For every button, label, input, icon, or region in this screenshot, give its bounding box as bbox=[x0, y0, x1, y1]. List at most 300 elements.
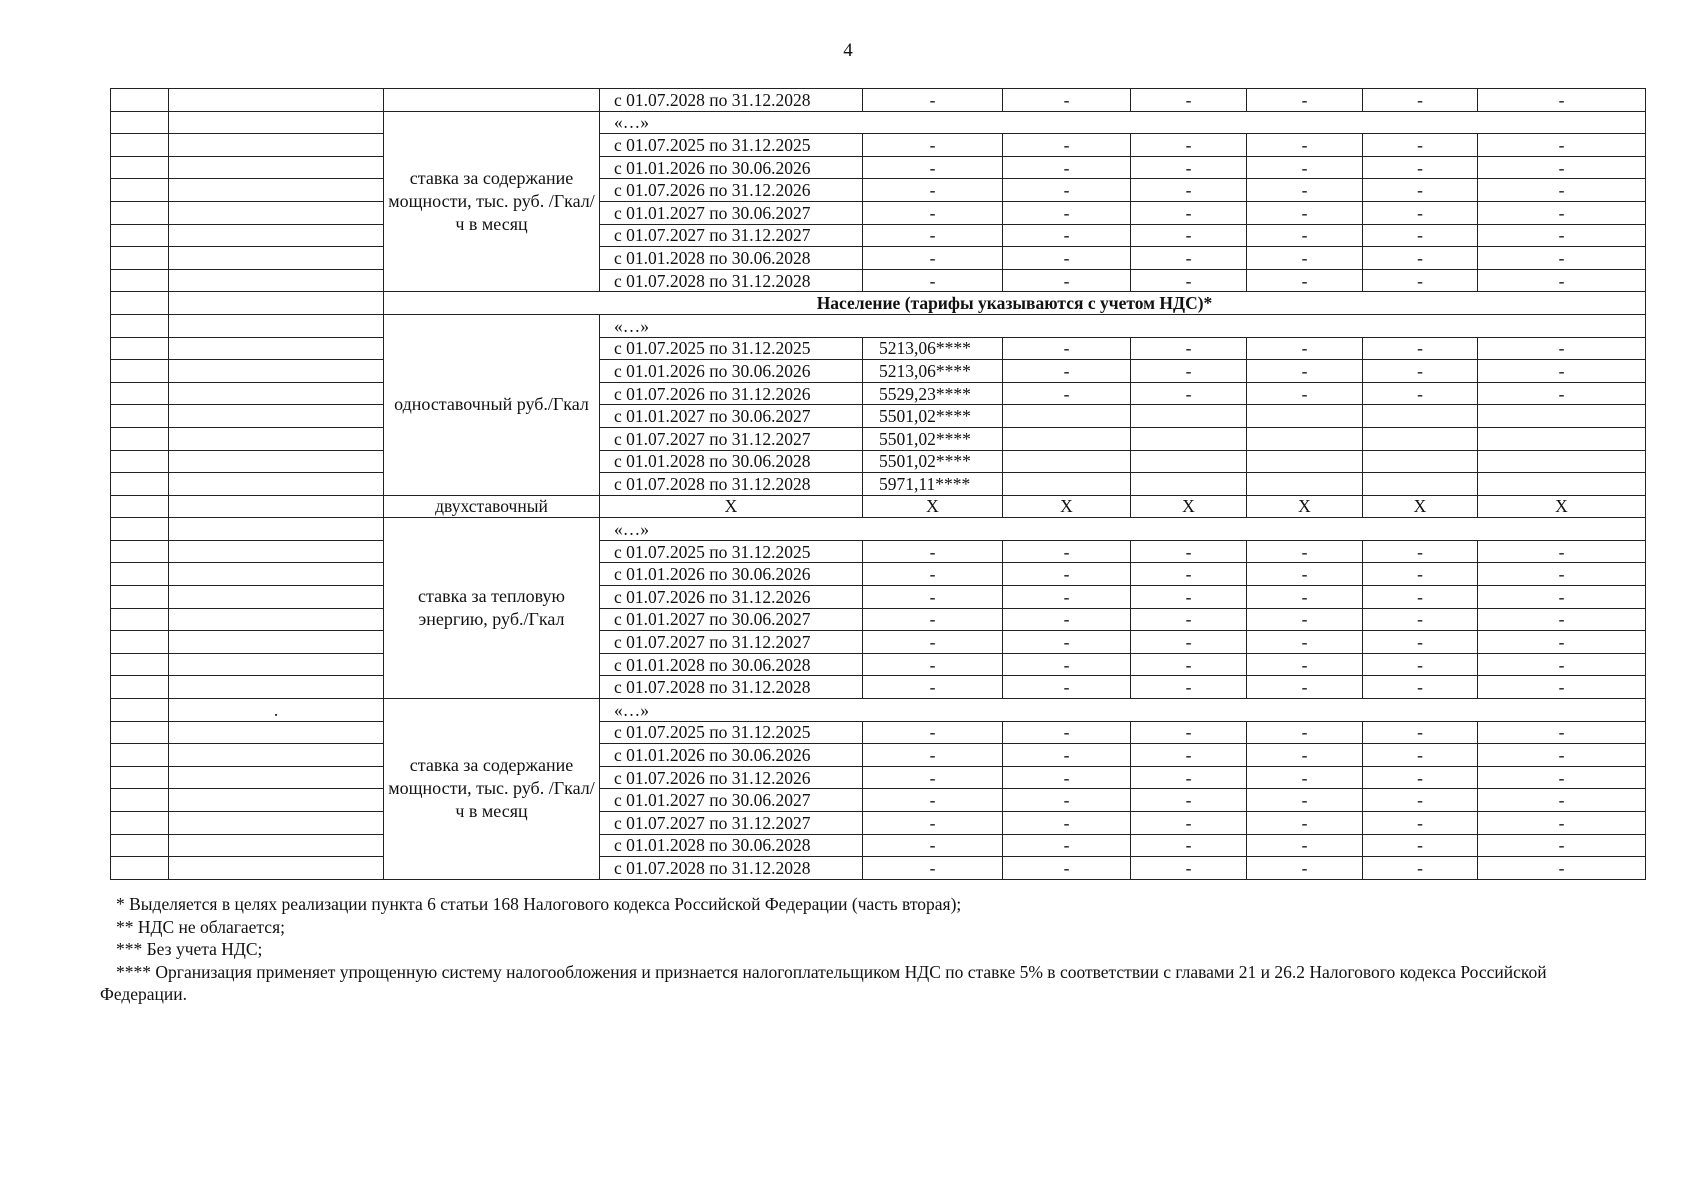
value-cell: - bbox=[1003, 586, 1131, 609]
tariff-value: 5213,06**** bbox=[863, 360, 1003, 383]
value-cell: - bbox=[1131, 89, 1247, 112]
table-row bbox=[111, 857, 1646, 880]
value-cell: - bbox=[1247, 337, 1363, 360]
organization-cell bbox=[169, 766, 384, 789]
row-number-cell bbox=[111, 292, 169, 315]
row-number-cell bbox=[111, 721, 169, 744]
value-cell: - bbox=[1003, 744, 1131, 767]
table-row bbox=[111, 812, 1646, 835]
value-cell: - bbox=[1131, 744, 1247, 767]
value-cell bbox=[1131, 427, 1247, 450]
table-row bbox=[111, 405, 1646, 428]
organization-cell bbox=[169, 834, 384, 857]
value-cell: - bbox=[1363, 857, 1478, 880]
value-cell: - bbox=[1363, 360, 1478, 383]
organization-cell bbox=[169, 382, 384, 405]
row-number-cell bbox=[111, 495, 169, 518]
value-cell bbox=[1363, 405, 1478, 428]
row-number-cell bbox=[111, 857, 169, 880]
value-cell bbox=[1131, 450, 1247, 473]
organization-cell bbox=[169, 653, 384, 676]
value-cell bbox=[1363, 473, 1478, 496]
value-cell bbox=[1003, 450, 1131, 473]
period-cell: с 01.07.2027 по 31.12.2027 bbox=[600, 812, 863, 835]
row-number-cell bbox=[111, 337, 169, 360]
value-cell bbox=[1003, 405, 1131, 428]
value-cell: - bbox=[1478, 631, 1646, 654]
value-cell: - bbox=[1247, 721, 1363, 744]
value-cell bbox=[1478, 450, 1646, 473]
period-cell: с 01.07.2027 по 31.12.2027 bbox=[600, 427, 863, 450]
row-number-cell bbox=[111, 699, 169, 722]
organization-cell: . bbox=[169, 699, 384, 722]
value-cell: - bbox=[1363, 156, 1478, 179]
value-cell: - bbox=[1247, 540, 1363, 563]
value-cell: - bbox=[1363, 382, 1478, 405]
value-cell: - bbox=[863, 653, 1003, 676]
value-cell: - bbox=[863, 631, 1003, 654]
value-cell: - bbox=[1131, 834, 1247, 857]
value-cell: - bbox=[1363, 563, 1478, 586]
table-row bbox=[111, 540, 1646, 563]
value-cell: - bbox=[863, 676, 1003, 699]
value-cell: - bbox=[1247, 224, 1363, 247]
value-cell: - bbox=[1363, 653, 1478, 676]
footnote-without-vat: *** Без учета НДС; bbox=[116, 939, 263, 959]
tariff-value: 5971,11**** bbox=[863, 473, 1003, 496]
organization-cell bbox=[169, 608, 384, 631]
table-row bbox=[111, 337, 1646, 360]
value-cell: - bbox=[863, 812, 1003, 835]
row-number-cell bbox=[111, 631, 169, 654]
period-cell: с 01.07.2025 по 31.12.2025 bbox=[600, 337, 863, 360]
row-number-cell bbox=[111, 789, 169, 812]
value-cell: - bbox=[1003, 89, 1131, 112]
value-cell: - bbox=[1131, 586, 1247, 609]
period-cell: с 01.07.2026 по 31.12.2026 bbox=[600, 766, 863, 789]
value-cell: - bbox=[863, 834, 1003, 857]
value-cell: - bbox=[1478, 269, 1646, 292]
value-cell: - bbox=[1247, 247, 1363, 270]
value-cell: - bbox=[1003, 224, 1131, 247]
period-cell: с 01.01.2028 по 30.06.2028 bbox=[600, 450, 863, 473]
row-number-cell bbox=[111, 540, 169, 563]
table-row bbox=[111, 473, 1646, 496]
row-number-cell bbox=[111, 111, 169, 134]
row-number-cell bbox=[111, 201, 169, 224]
value-cell: - bbox=[1247, 608, 1363, 631]
value-cell: - bbox=[1131, 676, 1247, 699]
organization-cell bbox=[169, 540, 384, 563]
value-cell: - bbox=[1247, 269, 1363, 292]
value-cell: - bbox=[1131, 134, 1247, 157]
value-cell: - bbox=[1247, 631, 1363, 654]
value-cell: - bbox=[1478, 540, 1646, 563]
value-cell: - bbox=[863, 156, 1003, 179]
period-cell: с 01.07.2028 по 31.12.2028 bbox=[600, 269, 863, 292]
value-cell: - bbox=[863, 247, 1003, 270]
row-number-cell bbox=[111, 518, 169, 541]
value-cell: - bbox=[863, 857, 1003, 880]
value-cell: - bbox=[1478, 744, 1646, 767]
value-cell: - bbox=[1363, 247, 1478, 270]
value-cell: - bbox=[1363, 744, 1478, 767]
table-row bbox=[111, 427, 1646, 450]
x-mark-cell: X bbox=[1363, 495, 1478, 518]
row-number-cell bbox=[111, 360, 169, 383]
value-cell: - bbox=[1131, 201, 1247, 224]
table-row bbox=[111, 586, 1646, 609]
organization-cell bbox=[169, 111, 384, 134]
organization-cell bbox=[169, 427, 384, 450]
capacity-rate-label: ставка за содержание мощности, тыс. руб. /Гкал/ч в месяц bbox=[384, 699, 600, 880]
value-cell: - bbox=[1003, 857, 1131, 880]
organization-cell bbox=[169, 337, 384, 360]
row-number-cell bbox=[111, 586, 169, 609]
row-number-cell bbox=[111, 89, 169, 112]
value-cell: - bbox=[1478, 857, 1646, 880]
value-cell: - bbox=[1247, 812, 1363, 835]
value-cell bbox=[1478, 427, 1646, 450]
organization-cell bbox=[169, 721, 384, 744]
table-row bbox=[111, 269, 1646, 292]
value-cell bbox=[1247, 450, 1363, 473]
table-row bbox=[111, 360, 1646, 383]
value-cell bbox=[1478, 473, 1646, 496]
table-row bbox=[111, 608, 1646, 631]
value-cell: - bbox=[863, 540, 1003, 563]
period-cell: с 01.01.2026 по 30.06.2026 bbox=[600, 563, 863, 586]
value-cell: - bbox=[1478, 337, 1646, 360]
x-mark-cell: X bbox=[1131, 495, 1247, 518]
row-number-cell bbox=[111, 744, 169, 767]
value-cell: - bbox=[1478, 382, 1646, 405]
period-cell: с 01.07.2025 по 31.12.2025 bbox=[600, 134, 863, 157]
table-row bbox=[111, 789, 1646, 812]
value-cell: - bbox=[1131, 247, 1247, 270]
x-mark-cell: X bbox=[600, 495, 863, 518]
tariff-value: 5529,23**** bbox=[863, 382, 1003, 405]
table-row bbox=[111, 699, 1646, 722]
value-cell: - bbox=[1003, 812, 1131, 835]
period-cell: с 01.01.2027 по 30.06.2027 bbox=[600, 608, 863, 631]
row-number-cell bbox=[111, 653, 169, 676]
value-cell: - bbox=[1131, 766, 1247, 789]
period-cell: с 01.01.2028 по 30.06.2028 bbox=[600, 834, 863, 857]
value-cell: - bbox=[1003, 631, 1131, 654]
footnote-vat-exempt: ** НДС не облагается; bbox=[116, 916, 285, 937]
value-cell: - bbox=[1131, 608, 1247, 631]
value-cell: - bbox=[1247, 134, 1363, 157]
value-cell bbox=[1131, 473, 1247, 496]
heat-rate-label: ставка за тепловую энергию, руб./Гкал bbox=[384, 518, 600, 699]
value-cell: - bbox=[1478, 89, 1646, 112]
value-cell: - bbox=[1131, 156, 1247, 179]
organization-cell bbox=[169, 812, 384, 835]
value-cell: - bbox=[1478, 156, 1646, 179]
value-cell: - bbox=[1478, 224, 1646, 247]
period-cell: с 01.01.2026 по 30.06.2026 bbox=[600, 156, 863, 179]
value-cell: - bbox=[1247, 766, 1363, 789]
value-cell: - bbox=[1363, 540, 1478, 563]
table-row bbox=[111, 224, 1646, 247]
period-cell: с 01.07.2028 по 31.12.2028 bbox=[600, 857, 863, 880]
value-cell: - bbox=[1363, 134, 1478, 157]
period-cell: с 01.07.2025 по 31.12.2025 bbox=[600, 721, 863, 744]
row-number-cell bbox=[111, 134, 169, 157]
capacity-rate-label: ставка за содержание мощности, тыс. руб. /Гкал/ч в месяц bbox=[384, 111, 600, 292]
value-cell: - bbox=[1003, 721, 1131, 744]
value-cell: - bbox=[1247, 834, 1363, 857]
value-cell: - bbox=[1003, 540, 1131, 563]
period-cell: с 01.07.2027 по 31.12.2027 bbox=[600, 631, 863, 654]
tariff-value: 5501,02**** bbox=[863, 405, 1003, 428]
organization-cell bbox=[169, 857, 384, 880]
period-ellipsis: «…» bbox=[600, 111, 1646, 134]
organization-cell bbox=[169, 518, 384, 541]
value-cell: - bbox=[1003, 156, 1131, 179]
value-cell: - bbox=[1131, 540, 1247, 563]
value-cell: - bbox=[1003, 269, 1131, 292]
row-number-cell bbox=[111, 179, 169, 202]
value-cell: - bbox=[1363, 269, 1478, 292]
row-number-cell bbox=[111, 563, 169, 586]
table-row bbox=[111, 721, 1646, 744]
table-row bbox=[111, 201, 1646, 224]
value-cell: - bbox=[1247, 360, 1363, 383]
value-cell: - bbox=[1131, 224, 1247, 247]
x-mark-cell: X bbox=[863, 495, 1003, 518]
table-row bbox=[111, 247, 1646, 270]
value-cell: - bbox=[863, 744, 1003, 767]
value-cell: - bbox=[1131, 360, 1247, 383]
value-cell: - bbox=[1363, 201, 1478, 224]
value-cell: - bbox=[1131, 631, 1247, 654]
value-cell: - bbox=[1363, 586, 1478, 609]
value-cell: - bbox=[1003, 382, 1131, 405]
organization-cell bbox=[169, 495, 384, 518]
period-cell: с 01.01.2028 по 30.06.2028 bbox=[600, 653, 863, 676]
period-cell: с 01.07.2025 по 31.12.2025 bbox=[600, 540, 863, 563]
value-cell: - bbox=[1131, 179, 1247, 202]
value-cell: - bbox=[1478, 134, 1646, 157]
value-cell: - bbox=[863, 179, 1003, 202]
value-cell: - bbox=[1363, 224, 1478, 247]
value-cell: - bbox=[1131, 857, 1247, 880]
table-row bbox=[111, 676, 1646, 699]
table-row bbox=[111, 834, 1646, 857]
value-cell: - bbox=[1247, 382, 1363, 405]
page-number: 4 bbox=[843, 40, 853, 61]
table-row bbox=[111, 292, 1646, 315]
value-cell: - bbox=[1478, 179, 1646, 202]
value-cell: - bbox=[1363, 608, 1478, 631]
row-number-cell bbox=[111, 608, 169, 631]
two-part-label: двухставочный bbox=[384, 495, 600, 518]
value-cell: - bbox=[1363, 337, 1478, 360]
value-cell bbox=[1478, 405, 1646, 428]
value-cell: - bbox=[1478, 360, 1646, 383]
table-row bbox=[111, 631, 1646, 654]
value-cell bbox=[1363, 450, 1478, 473]
row-number-cell bbox=[111, 834, 169, 857]
row-number-cell bbox=[111, 450, 169, 473]
value-cell: - bbox=[1363, 789, 1478, 812]
organization-cell bbox=[169, 201, 384, 224]
period-cell: с 01.01.2027 по 30.06.2027 bbox=[600, 789, 863, 812]
section-title: Население (тарифы указываются с учетом НДС)* bbox=[384, 292, 1646, 315]
value-cell: - bbox=[1003, 676, 1131, 699]
period-cell: с 01.07.2026 по 31.12.2026 bbox=[600, 382, 863, 405]
organization-cell bbox=[169, 156, 384, 179]
footnote-simplified-tax: **** Организация применяет упрощенную систему налогообложения и признается налогоплательщиком НДС по ставке 5% в соответствии с главами 21 и 26.2 Налогового кодекса Российской Федерации. bbox=[100, 961, 1547, 1004]
value-cell: - bbox=[1363, 766, 1478, 789]
value-cell: - bbox=[1131, 721, 1247, 744]
value-cell: - bbox=[1131, 563, 1247, 586]
value-cell: - bbox=[863, 269, 1003, 292]
period-cell: с 01.01.2027 по 30.06.2027 bbox=[600, 405, 863, 428]
value-cell: - bbox=[863, 586, 1003, 609]
row-number-cell bbox=[111, 766, 169, 789]
value-cell bbox=[1003, 427, 1131, 450]
value-cell: - bbox=[1131, 789, 1247, 812]
value-cell: - bbox=[863, 89, 1003, 112]
value-cell: - bbox=[1363, 631, 1478, 654]
period-cell: с 01.07.2026 по 31.12.2026 bbox=[600, 179, 863, 202]
value-cell bbox=[1247, 473, 1363, 496]
value-cell: - bbox=[1131, 653, 1247, 676]
value-cell: - bbox=[1478, 247, 1646, 270]
value-cell: - bbox=[1478, 586, 1646, 609]
value-cell: - bbox=[1003, 653, 1131, 676]
organization-cell bbox=[169, 134, 384, 157]
value-cell: - bbox=[1003, 789, 1131, 812]
value-cell: - bbox=[863, 201, 1003, 224]
tariff-value: 5213,06**** bbox=[863, 337, 1003, 360]
value-cell: - bbox=[1478, 789, 1646, 812]
row-number-cell bbox=[111, 156, 169, 179]
value-cell: - bbox=[1247, 201, 1363, 224]
period-cell: с 01.07.2028 по 31.12.2028 bbox=[600, 676, 863, 699]
organization-cell bbox=[169, 473, 384, 496]
row-number-cell bbox=[111, 314, 169, 337]
value-cell: - bbox=[1247, 676, 1363, 699]
value-cell bbox=[1247, 405, 1363, 428]
value-cell: - bbox=[1478, 653, 1646, 676]
tariff-table bbox=[110, 88, 1646, 880]
table-row bbox=[111, 156, 1646, 179]
value-cell: - bbox=[1363, 721, 1478, 744]
value-cell: - bbox=[863, 563, 1003, 586]
value-cell: - bbox=[1247, 653, 1363, 676]
value-cell: - bbox=[1131, 812, 1247, 835]
table-row bbox=[111, 653, 1646, 676]
value-cell: - bbox=[1003, 179, 1131, 202]
period-cell: с 01.01.2026 по 30.06.2026 bbox=[600, 360, 863, 383]
period-cell: с 01.07.2027 по 31.12.2027 bbox=[600, 224, 863, 247]
value-cell bbox=[1003, 473, 1131, 496]
value-cell: - bbox=[1247, 156, 1363, 179]
footnote-vat-allocated: * Выделяется в целях реализации пункта 6 статьи 168 Налогового кодекса Российской Федерации (часть вторая); bbox=[116, 894, 962, 914]
period-cell: с 01.01.2026 по 30.06.2026 bbox=[600, 744, 863, 767]
organization-cell bbox=[169, 269, 384, 292]
table-row bbox=[111, 518, 1646, 541]
table-row bbox=[111, 563, 1646, 586]
tariff-table-body bbox=[111, 89, 1646, 880]
value-cell: - bbox=[1363, 812, 1478, 835]
organization-cell bbox=[169, 450, 384, 473]
organization-cell bbox=[169, 676, 384, 699]
footnotes bbox=[100, 893, 1620, 1006]
tariff-value: 5501,02**** bbox=[863, 450, 1003, 473]
table-row bbox=[111, 314, 1646, 337]
value-cell: - bbox=[1247, 563, 1363, 586]
organization-cell bbox=[169, 631, 384, 654]
label-cell bbox=[384, 89, 600, 112]
organization-cell bbox=[169, 314, 384, 337]
table-row bbox=[111, 111, 1646, 134]
value-cell: - bbox=[1363, 834, 1478, 857]
organization-cell bbox=[169, 586, 384, 609]
period-cell: с 01.07.2028 по 31.12.2028 bbox=[600, 89, 863, 112]
value-cell: - bbox=[1003, 134, 1131, 157]
period-cell: с 01.07.2026 по 31.12.2026 bbox=[600, 586, 863, 609]
x-mark-cell: X bbox=[1247, 495, 1363, 518]
value-cell: - bbox=[1363, 179, 1478, 202]
value-cell: - bbox=[1131, 269, 1247, 292]
organization-cell bbox=[169, 563, 384, 586]
value-cell: - bbox=[1478, 608, 1646, 631]
table-row bbox=[111, 766, 1646, 789]
table-row bbox=[111, 89, 1646, 112]
value-cell bbox=[1363, 427, 1478, 450]
row-number-cell bbox=[111, 427, 169, 450]
tariff-value: 5501,02**** bbox=[863, 427, 1003, 450]
value-cell bbox=[1247, 427, 1363, 450]
row-number-cell bbox=[111, 382, 169, 405]
value-cell: - bbox=[1003, 563, 1131, 586]
value-cell: - bbox=[1478, 676, 1646, 699]
table-row bbox=[111, 134, 1646, 157]
value-cell: - bbox=[1363, 676, 1478, 699]
organization-cell bbox=[169, 179, 384, 202]
value-cell: - bbox=[1247, 789, 1363, 812]
period-ellipsis: «…» bbox=[600, 314, 1646, 337]
row-number-cell bbox=[111, 247, 169, 270]
value-cell: - bbox=[1003, 337, 1131, 360]
period-cell: с 01.01.2028 по 30.06.2028 bbox=[600, 247, 863, 270]
value-cell: - bbox=[1003, 247, 1131, 270]
row-number-cell bbox=[111, 812, 169, 835]
row-number-cell bbox=[111, 676, 169, 699]
period-cell: с 01.01.2027 по 30.06.2027 bbox=[600, 201, 863, 224]
value-cell: - bbox=[1003, 766, 1131, 789]
period-ellipsis: «…» bbox=[600, 518, 1646, 541]
x-mark-cell: X bbox=[1478, 495, 1646, 518]
value-cell: - bbox=[1247, 179, 1363, 202]
value-cell: - bbox=[1478, 563, 1646, 586]
x-mark-cell: X bbox=[1003, 495, 1131, 518]
organization-cell bbox=[169, 224, 384, 247]
value-cell: - bbox=[1247, 89, 1363, 112]
value-cell: - bbox=[1478, 766, 1646, 789]
value-cell: - bbox=[1003, 834, 1131, 857]
single-rate-label: одноставочный руб./Гкал bbox=[384, 314, 600, 495]
organization-cell bbox=[169, 405, 384, 428]
row-number-cell bbox=[111, 224, 169, 247]
value-cell: - bbox=[863, 789, 1003, 812]
organization-cell bbox=[169, 360, 384, 383]
